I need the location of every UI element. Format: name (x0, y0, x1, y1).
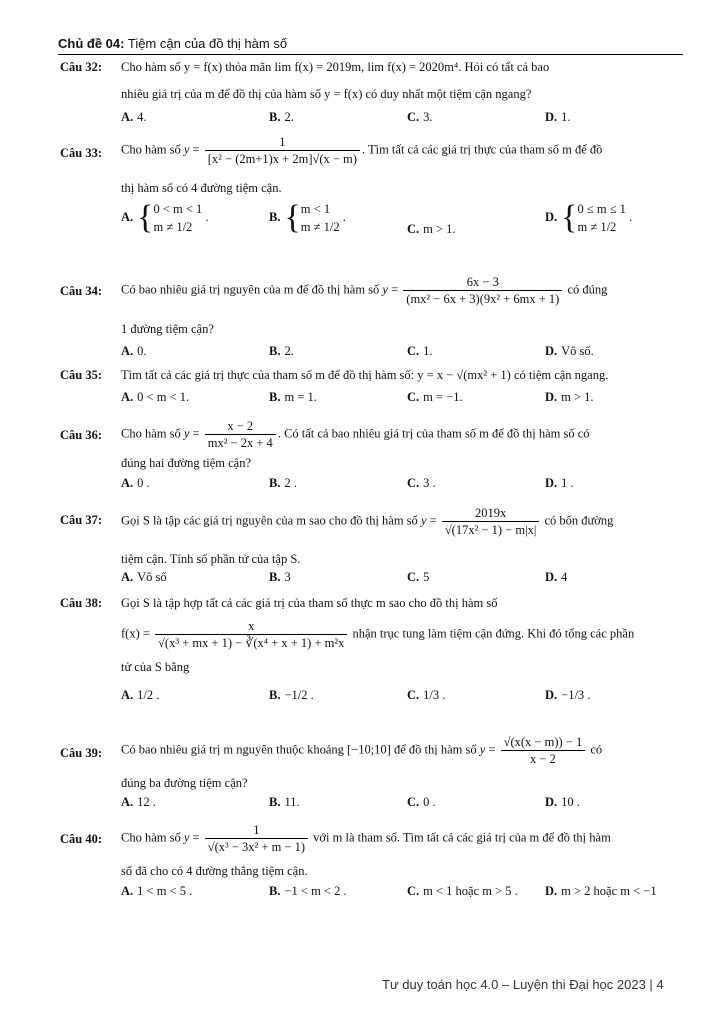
answer-options (121, 795, 681, 813)
question-text: Cho hàm số y = $\frac{x - 2}{\text{mx² − 2x + 4}}$ . Có tất cả bao nhiêu giá trị của tham số m để đồ thị hàm số có (121, 419, 590, 450)
question-text: tiệm cận. Tính số phần tử của tập S. (121, 552, 301, 566)
question-label: Câu 32: (60, 60, 103, 74)
option-c[interactable]: C. m = −1. (407, 390, 463, 404)
option-b[interactable]: B. {m < 1 m ≠ 1/2 . (269, 199, 346, 236)
option-b[interactable]: B. 11. (269, 795, 300, 809)
answer-options (121, 390, 681, 408)
answer-options (121, 110, 681, 128)
question-label: Câu 34: (60, 284, 103, 298)
option-a[interactable]: A. 1/2 . (121, 688, 160, 702)
option-d[interactable]: D. 4 (545, 570, 568, 584)
formula-fraction: $\frac{1}{\text{[x² − (2m+1)x + 2m]√(x − m)}}$ (205, 134, 360, 167)
option-b[interactable]: B. 2. (269, 344, 294, 358)
question-text: số đã cho có 4 đường thẳng tiệm cận. (121, 864, 308, 878)
option-c[interactable]: C. 3. (407, 110, 433, 124)
option-a[interactable]: A. 12 . (121, 795, 156, 809)
answer-options (121, 199, 681, 236)
question-label: Câu 39: (60, 746, 103, 760)
question-text: Gọi S là tập hợp tất cả các giá trị của tham số thực m sao cho đồ thị hàm số (121, 596, 498, 610)
question-label: Câu 36: (60, 428, 103, 442)
question-text: Cho hàm số y = f(x) thỏa mãn lim f(x) = 2019m, lim f(x) = 2020m⁴. Hỏi có tất cả bao (121, 60, 550, 74)
option-d[interactable]: D. 1 . (545, 476, 574, 490)
option-a[interactable]: A. 4. (121, 110, 147, 124)
answer-options (121, 570, 681, 588)
question-text: Tìm tất cả các giá trị thực của tham số m để đồ thị hàm số: y = x − √(mx² + 1) có tiệm cận ngang. (121, 368, 609, 382)
question-text: nhiêu giá trị của m để đồ thị của hàm số y = f(x) có duy nhất một tiệm cận ngang? (121, 87, 532, 101)
question-label: Câu 38: (60, 596, 103, 610)
question-text: Gọi S là tập các giá trị nguyên của m sao cho đồ thị hàm số y = $\frac{2019x}{\text{√(17x² − 1) − m|x|}}$ có bốn đường (121, 506, 614, 537)
question-text: Có bao nhiêu giá trị m nguyên thuộc khoảng [−10;10] để đồ thị hàm số y = $\frac{√(x(x - m)) - 1}{x - 2}$ có (121, 735, 603, 766)
formula-fraction: $\frac{6x - 3}{\text{(mx² − 6x + 3)(9x² + 6mx + 1)}}$ (403, 274, 562, 307)
option-d[interactable]: D. 10 . (545, 795, 580, 809)
question-text: f(x) = $\frac{x}{\text{√(x³ + mx + 1) − ∛(x⁴ + x + 1) + m²x}}$ nhận trục tung làm tiệm cận đứng. Khi đó tổng các phần (121, 619, 635, 650)
formula-fraction: $\frac{√(x(x - m)) - 1}{x - 2}$ (501, 734, 586, 767)
option-d[interactable]: D. m > 2 hoặc m < −1 (545, 884, 657, 898)
option-d[interactable]: D. −1/3 . (545, 688, 591, 702)
option-d[interactable]: D. {0 ≤ m ≤ 1 m ≠ 1/2 . (545, 199, 633, 236)
formula-fraction: $\frac{2019x}{\text{√(17x² − 1) − m|x|}}$ (442, 505, 540, 538)
option-c[interactable]: C. 1. (407, 344, 433, 358)
header-rule (58, 54, 683, 55)
answer-options (121, 344, 681, 362)
formula-fraction: $\frac{x}{\text{√(x³ + mx + 1) − ∛(x⁴ + x + 1) + m²x}}$ (155, 618, 347, 651)
option-c[interactable]: C. m > 1. (407, 222, 456, 236)
topic-title: Tiệm cận của đồ thị hàm số (127, 36, 288, 51)
question-text: Cho hàm số y = $\frac{1}{\text{√(x³ − 3x² + m − 1)}}$ với m là tham số. Tìm tất cả các giá trị của m để đồ thị hàm (121, 823, 611, 854)
topic-label: Chủ đề 04: (58, 36, 125, 51)
option-b[interactable]: B. 3 (269, 570, 291, 584)
option-c[interactable]: C. 3 . (407, 476, 436, 490)
question-text: thị hàm số có 4 đường tiệm cận. (121, 181, 282, 195)
question-text: 1 đường tiệm cận? (121, 322, 214, 336)
option-b[interactable]: B. 2 . (269, 476, 297, 490)
answer-options (121, 476, 681, 494)
page-footer: Tư duy toán học 4.0 – Luyện thi Đại học 2023 | 4 (382, 977, 664, 992)
option-b[interactable]: B. m = 1. (269, 390, 317, 404)
question-label: Câu 33: (60, 146, 103, 160)
option-a[interactable]: A. 0. (121, 344, 147, 358)
question-text: Cho hàm số y = $\frac{1}{\text{[x² − (2m+1)x + 2m]√(x − m)}}$ . Tìm tất cả các giá trị thực của tham số m để đồ (121, 135, 603, 166)
question-text: đúng hai đường tiệm cận? (121, 456, 252, 470)
option-c[interactable]: C. 1/3 . (407, 688, 446, 702)
question-label: Câu 35: (60, 368, 103, 382)
option-b[interactable]: B. −1 < m < 2 . (269, 884, 347, 898)
formula-fraction: $\frac{x - 2}{\text{mx² − 2x + 4}}$ (205, 418, 276, 451)
formula-fraction: $\frac{1}{\text{√(x³ − 3x² + m − 1)}}$ (205, 822, 308, 855)
option-c[interactable]: C. m < 1 hoặc m > 5 . (407, 884, 518, 898)
question-label: Câu 37: (60, 513, 103, 527)
option-a[interactable]: A. 1 < m < 5 . (121, 884, 193, 898)
option-a[interactable]: A. 0 . (121, 476, 150, 490)
option-c[interactable]: C. 5 (407, 570, 430, 584)
question-text: đúng ba đường tiệm cận? (121, 776, 248, 790)
option-c[interactable]: C. 0 . (407, 795, 436, 809)
option-d[interactable]: D. 1. (545, 110, 571, 124)
page-header (58, 36, 683, 51)
option-a[interactable]: A. 0 < m < 1. (121, 390, 190, 404)
option-a[interactable]: A. Vô số (121, 570, 167, 584)
question-text: tử của S bằng (121, 660, 190, 674)
option-b[interactable]: B. 2. (269, 110, 294, 124)
option-a[interactable]: A. {0 < m < 1 m ≠ 1/2 . (121, 199, 209, 236)
question-text: Có bao nhiêu giá trị nguyên của m để đồ thị hàm số y = $\frac{6x - 3}{\text{(mx² − 6x + 3)(9x² + 6mx + 1)}}$ có đúng (121, 275, 608, 306)
answer-options (121, 884, 681, 902)
answer-options (121, 688, 681, 706)
option-b[interactable]: B. −1/2 . (269, 688, 314, 702)
option-d[interactable]: D. m > 1. (545, 390, 594, 404)
question-label: Câu 40: (60, 832, 103, 846)
option-d[interactable]: D. Vô số. (545, 344, 594, 358)
